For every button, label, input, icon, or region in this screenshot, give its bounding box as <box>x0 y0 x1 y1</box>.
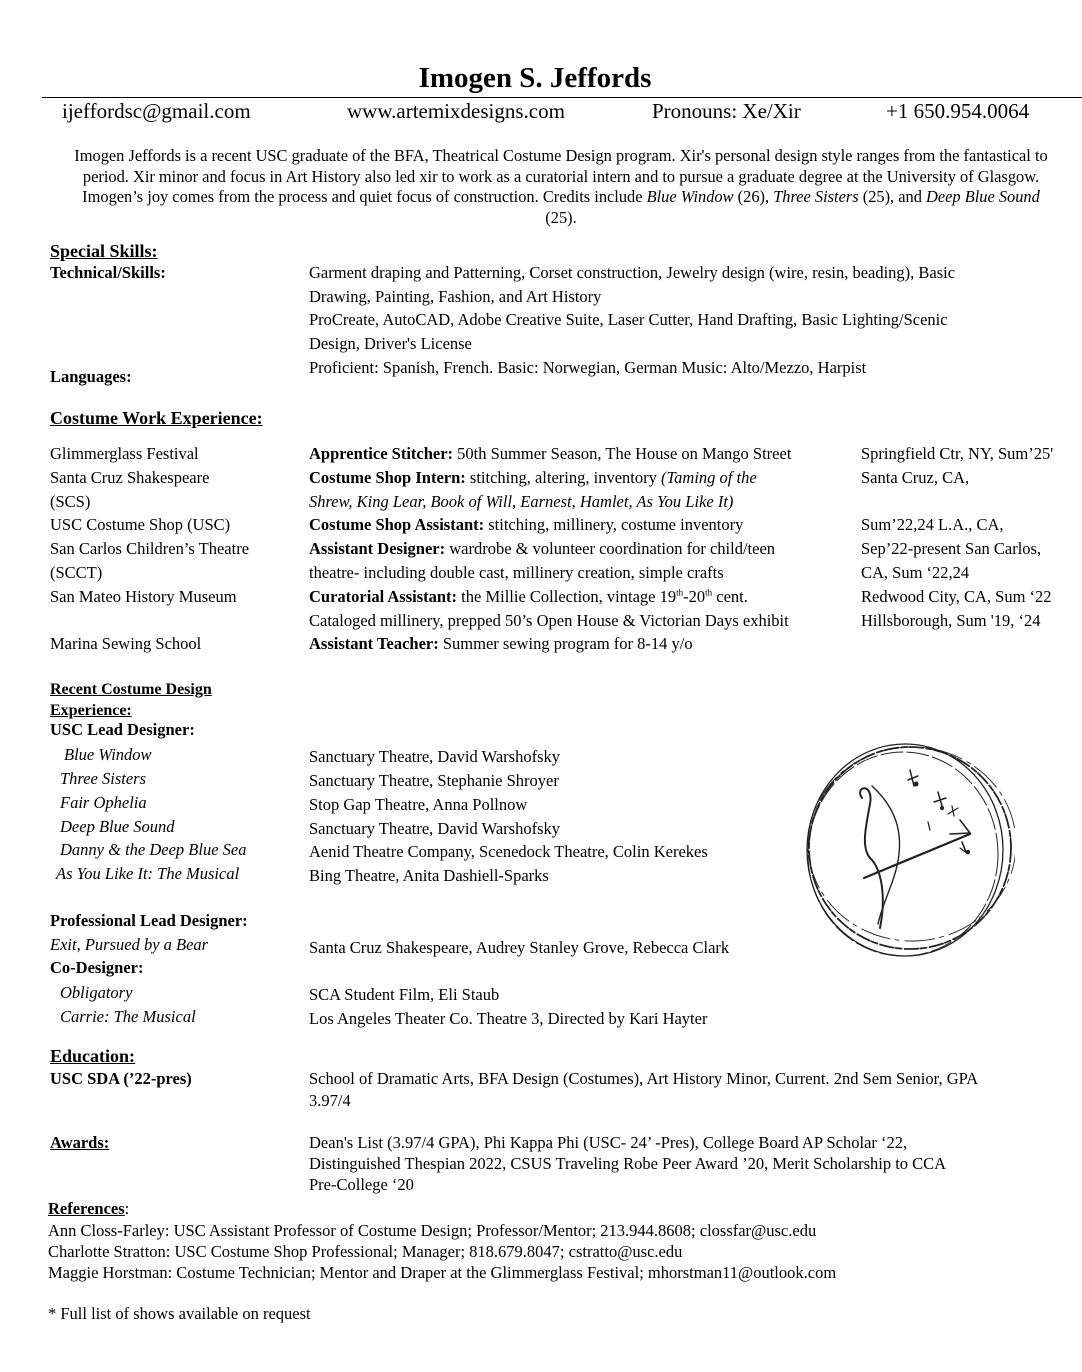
show-venue: Los Angeles Theater Co. Theatre 3, Directed by Kari Hayter <box>309 1009 708 1028</box>
reference-item: Maggie Horstman: Costume Technician; Mentor and Draper at the Glimmerglass Festival; mhorstman11@outlook.com <box>48 1263 837 1282</box>
show-venue: Bing Theatre, Anita Dashiell-Sparks <box>309 866 549 885</box>
technical-line: Garment draping and Patterning, Corset construction, Jewelry design (wire, resin, beading), Basic <box>309 263 956 282</box>
work-role: Costume Shop Assistant: stitching, millinery, costume inventory <box>309 515 744 534</box>
show-title: Obligatory <box>60 983 133 1002</box>
education-heading: Education: <box>50 1046 136 1066</box>
work-location: Hillsborough, Sum '19, ‘24 <box>861 611 1041 630</box>
work-location: CA, Sum ‘22,24 <box>861 563 970 582</box>
work-shows: Shrew, King Lear, Book of Will, Earnest, Hamlet, As You Like It) <box>309 492 734 511</box>
work-location: Springfield Ctr, NY, Sum’25' <box>861 444 1054 463</box>
show-title: Blue Window <box>64 745 152 764</box>
languages-label: Languages: <box>50 367 132 386</box>
show-venue: Santa Cruz Shakespeare, Audrey Stanley Grove, Rebecca Clark <box>309 938 730 957</box>
website-link[interactable]: www.artemixdesigns.com <box>347 99 565 123</box>
technical-line: Drawing, Painting, Fashion, and Art History <box>309 287 602 306</box>
work-role: Curatorial Assistant: the Millie Collection, vintage 19th-20th cent. <box>309 587 748 606</box>
education-label: USC SDA (’22-pres) <box>50 1069 192 1088</box>
show-title: Three Sisters <box>60 769 147 788</box>
work-location: Santa Cruz, CA, <box>861 468 970 487</box>
codesigner-label: Co-Designer: <box>50 958 144 977</box>
work-org: Santa Cruz Shakespeare <box>50 468 210 487</box>
work-role: Costume Shop Intern: stitching, altering, inventory (Taming of the <box>309 468 757 487</box>
awards-heading: Awards: <box>50 1133 110 1152</box>
footnote: * Full list of shows available on request <box>48 1304 311 1323</box>
circular-logo-seal-icon <box>800 738 1015 963</box>
design-heading: Recent Costume Design <box>50 681 212 698</box>
show-venue: Sanctuary Theatre, David Warshofsky <box>309 819 560 838</box>
technical-line: ProCreate, AutoCAD, Adobe Creative Suite, Laser Cutter, Hand Drafting, Basic Lighting/Scenic <box>309 310 948 329</box>
work-role: Apprentice Stitcher: 50th Summer Season, The House on Mango Street <box>309 444 792 463</box>
show-title: Danny & the Deep Blue Sea <box>60 840 247 859</box>
work-org: San Mateo History Museum <box>50 587 237 606</box>
work-desc: Cataloged millinery, prepped 50’s Open House & Victorian Days exhibit <box>309 611 789 630</box>
work-org: San Carlos Children’s Theatre <box>50 539 250 558</box>
show-title: Fair Ophelia <box>60 793 147 812</box>
education-line: School of Dramatic Arts, BFA Design (Costumes), Art History Minor, Current. 2nd Sem Senior, GPA <box>309 1069 979 1088</box>
awards-line: Distinguished Thespian 2022, CSUS Traveling Robe Peer Award ’20, Merit Scholarship to CCA <box>309 1154 947 1173</box>
reference-item: Ann Closs-Farley: USC Assistant Professor of Costume Design; Professor/Mentor; 213.944.8608; clossfar@usc.edu <box>48 1221 817 1240</box>
work-location: Sum’22,24 L.A., CA, <box>861 515 1004 534</box>
skills-heading: Special Skills: <box>50 241 158 261</box>
work-heading: Costume Work Experience: <box>50 408 263 428</box>
usc-lead-label: USC Lead Designer: <box>50 720 195 739</box>
work-location: Redwood City, CA, Sum ‘22 <box>861 587 1052 606</box>
show-venue: Sanctuary Theatre, David Warshofsky <box>309 747 560 766</box>
technical-label: Technical/Skills: <box>50 263 166 282</box>
header-rule <box>42 97 1082 98</box>
education-line: 3.97/4 <box>309 1091 351 1110</box>
show-venue: Stop Gap Theatre, Anna Pollnow <box>309 795 528 814</box>
work-org: Marina Sewing School <box>50 634 202 653</box>
awards-line: Pre-College ‘20 <box>309 1175 414 1194</box>
pronouns: Pronouns: Xe/Xir <box>652 99 801 123</box>
work-role: Assistant Teacher: Summer sewing program for 8-14 y/o <box>309 634 693 653</box>
work-org: USC Costume Shop (USC) <box>50 515 231 534</box>
work-role: Assistant Designer: wardrobe & volunteer coordination for child/teen <box>309 539 776 558</box>
work-org: (SCS) <box>50 492 91 511</box>
email-link[interactable]: ijeffordsc@gmail.com <box>62 99 251 123</box>
technical-line: Design, Driver's License <box>309 334 472 353</box>
awards-line: Dean's List (3.97/4 GPA), Phi Kappa Phi (USC- 24’ -Pres), College Board AP Scholar ‘22, <box>309 1133 908 1152</box>
languages-value: Proficient: Spanish, French. Basic: Norwegian, German Music: Alto/Mezzo, Harpist <box>309 358 867 377</box>
show-title: Exit, Pursued by a Bear <box>50 935 209 954</box>
show-title: Carrie: The Musical <box>60 1007 196 1026</box>
bio-paragraph: Imogen Jeffords is a recent USC graduate of the BFA, Theatrical Costume Design program. Xir's personal design style ranges from the fantastical to period. Xir minor and focus in Art History also led xir to work as a curatorial intern and to pursue a graduate degree at the University of Glasgow. Imogen’s joy comes from the process and quiet focus of construction. Credits include Blue Window (26), Three Sisters (25), and Deep Blue Sound (25). <box>74 146 1048 227</box>
work-desc: theatre- including double cast, millinery creation, simple crafts <box>309 563 724 582</box>
pro-lead-label: Professional Lead Designer: <box>50 911 248 930</box>
work-org: Glimmerglass Festival <box>50 444 199 463</box>
work-location: Sep’22-present San Carlos, <box>861 539 1042 558</box>
reference-item: Charlotte Stratton: USC Costume Shop Professional; Manager; 818.679.8047; cstratto@usc.edu <box>48 1242 683 1261</box>
candidate-name: Imogen S. Jeffords <box>418 62 652 94</box>
show-venue: SCA Student Film, Eli Staub <box>309 985 500 1004</box>
phone-number: +1 650.954.0064 <box>886 99 1030 123</box>
show-title: Deep Blue Sound <box>60 817 175 836</box>
design-heading: Experience: <box>50 702 132 719</box>
show-venue: Sanctuary Theatre, Stephanie Shroyer <box>309 771 559 790</box>
work-org: (SCCT) <box>50 563 103 582</box>
show-venue: Aenid Theatre Company, Scenedock Theatre, Colin Kerekes <box>309 842 708 861</box>
show-title: As You Like It: The Musical <box>56 864 240 883</box>
references-heading: References: <box>48 1199 130 1218</box>
